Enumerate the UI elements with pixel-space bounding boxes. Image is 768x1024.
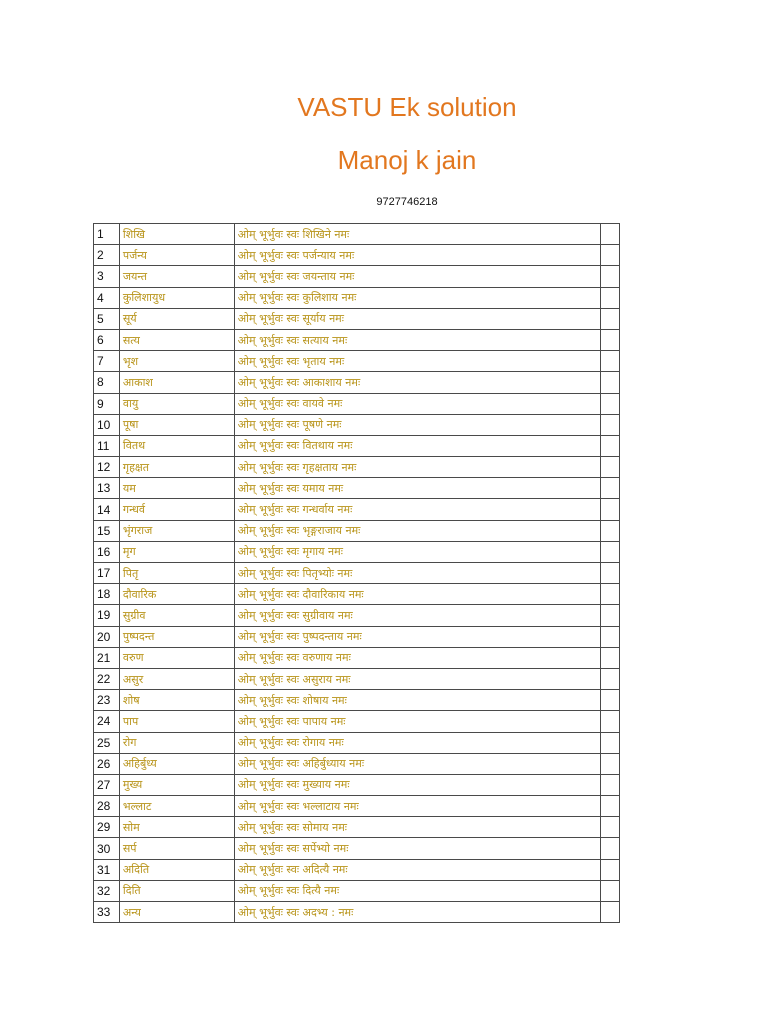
table-row	[94, 647, 620, 668]
mantra-text: ओम् भूर्भुवः स्वः दौवारिकाय नमः	[234, 584, 601, 605]
author-name: Manoj k jain	[337, 145, 477, 175]
deity-name: वरुण	[119, 647, 234, 668]
blank-cell	[601, 796, 620, 817]
deity-name: यम	[119, 478, 234, 499]
deity-name: पाप	[119, 711, 234, 732]
blank-cell	[601, 668, 620, 689]
mantra-text: ओम् भूर्भुवः स्वः भृङ्गराजाय नमः	[234, 520, 601, 541]
row-number: 4	[94, 287, 120, 308]
row-number: 12	[94, 457, 120, 478]
row-number: 30	[94, 838, 120, 859]
table-row	[94, 626, 620, 647]
deity-name: अन्य	[119, 902, 234, 923]
deity-name: गन्धर्व	[119, 499, 234, 520]
table-row	[94, 393, 620, 414]
mantra-text: ओम् भूर्भुवः स्वः मृगाय नमः	[234, 541, 601, 562]
deity-name: शोष	[119, 690, 234, 711]
blank-cell	[601, 457, 620, 478]
deity-name: सोम	[119, 817, 234, 838]
blank-cell	[601, 584, 620, 605]
deity-name: पितृ	[119, 563, 234, 584]
deity-name: गृहक्षत	[119, 457, 234, 478]
table-row	[94, 690, 620, 711]
table-row	[94, 605, 620, 626]
table-row	[94, 520, 620, 541]
deity-name: सूर्य	[119, 308, 234, 329]
mantra-text: ओम् भूर्भुवः स्वः अदित्यै नमः	[234, 859, 601, 880]
deity-name: आकाश	[119, 372, 234, 393]
deity-mantra-table	[93, 223, 620, 923]
row-number: 32	[94, 880, 120, 901]
blank-cell	[601, 563, 620, 584]
mantra-text: ओम् भूर्भुवः स्वः पापाय नमः	[234, 711, 601, 732]
table-row	[94, 796, 620, 817]
table-row	[94, 838, 620, 859]
table-row	[94, 351, 620, 372]
mantra-text: ओम् भूर्भुवः स्वः रोगाय नमः	[234, 732, 601, 753]
deity-name: रोग	[119, 732, 234, 753]
blank-cell	[601, 902, 620, 923]
blank-cell	[601, 245, 620, 266]
row-number: 16	[94, 541, 120, 562]
deity-name: सत्य	[119, 329, 234, 350]
blank-cell	[601, 859, 620, 880]
mantra-text: ओम् भूर्भुवः स्वः अदभ्य : नमः	[234, 902, 601, 923]
mantra-text: ओम् भूर्भुवः स्वः आकाशाय नमः	[234, 372, 601, 393]
row-number: 22	[94, 668, 120, 689]
blank-cell	[601, 605, 620, 626]
row-number: 26	[94, 753, 120, 774]
table-row	[94, 266, 620, 287]
deity-name: दिति	[119, 880, 234, 901]
blank-cell	[601, 711, 620, 732]
row-number: 18	[94, 584, 120, 605]
row-number: 23	[94, 690, 120, 711]
blank-cell	[601, 224, 620, 245]
table-row	[94, 668, 620, 689]
mantra-text: ओम् भूर्भुवः स्वः शिखिने नमः	[234, 224, 601, 245]
row-number: 6	[94, 329, 120, 350]
deity-name: जयन्त	[119, 266, 234, 287]
table-row	[94, 308, 620, 329]
row-number: 31	[94, 859, 120, 880]
mantra-text: ओम् भूर्भुवः स्वः सर्पेभ्यो नमः	[234, 838, 601, 859]
blank-cell	[601, 287, 620, 308]
row-number: 10	[94, 414, 120, 435]
row-number: 24	[94, 711, 120, 732]
blank-cell	[601, 753, 620, 774]
deity-name: भृश	[119, 351, 234, 372]
deity-name: पर्जन्य	[119, 245, 234, 266]
mantra-text: ओम् भूर्भुवः स्वः पुष्पदन्ताय नमः	[234, 626, 601, 647]
deity-name: वितथ	[119, 435, 234, 456]
table-body	[94, 224, 620, 923]
blank-cell	[601, 478, 620, 499]
table-row	[94, 245, 620, 266]
row-number: 27	[94, 774, 120, 795]
row-number: 19	[94, 605, 120, 626]
mantra-text: ओम् भूर्भुवः स्वः सत्याय नमः	[234, 329, 601, 350]
deity-name: अदिति	[119, 859, 234, 880]
blank-cell	[601, 541, 620, 562]
blank-cell	[601, 880, 620, 901]
row-number: 9	[94, 393, 120, 414]
table-row	[94, 584, 620, 605]
table-row	[94, 817, 620, 838]
blank-cell	[601, 393, 620, 414]
table-row	[94, 859, 620, 880]
row-number: 3	[94, 266, 120, 287]
mantra-text: ओम् भूर्भुवः स्वः भृताय नमः	[234, 351, 601, 372]
deity-name: सुग्रीव	[119, 605, 234, 626]
deity-name: भल्लाट	[119, 796, 234, 817]
row-number: 17	[94, 563, 120, 584]
document-title: VASTU Ek solution	[297, 92, 517, 122]
row-number: 20	[94, 626, 120, 647]
row-number: 25	[94, 732, 120, 753]
blank-cell	[601, 774, 620, 795]
blank-cell	[601, 372, 620, 393]
row-number: 28	[94, 796, 120, 817]
table-row	[94, 435, 620, 456]
table-row	[94, 753, 620, 774]
mantra-text: ओम् भूर्भुवः स्वः सुग्रीवाय नमः	[234, 605, 601, 626]
row-number: 11	[94, 435, 120, 456]
row-number: 2	[94, 245, 120, 266]
mantra-text: ओम् भूर्भुवः स्वः शोषाय नमः	[234, 690, 601, 711]
deity-name: पुष्पदन्त	[119, 626, 234, 647]
table-row	[94, 774, 620, 795]
deity-name: पूषा	[119, 414, 234, 435]
mantra-text: ओम् भूर्भुवः स्वः यमाय नमः	[234, 478, 601, 499]
mantra-text: ओम् भूर्भुवः स्वः मुख्याय नमः	[234, 774, 601, 795]
mantra-text: ओम् भूर्भुवः स्वः पर्जन्याय नमः	[234, 245, 601, 266]
row-number: 8	[94, 372, 120, 393]
row-number: 7	[94, 351, 120, 372]
mantra-text: ओम् भूर्भुवः स्वः असुराय नमः	[234, 668, 601, 689]
deity-name: दौवारिक	[119, 584, 234, 605]
deity-name: वायु	[119, 393, 234, 414]
mantra-text: ओम् भूर्भुवः स्वः वायवे नमः	[234, 393, 601, 414]
row-number: 1	[94, 224, 120, 245]
mantra-text: ओम् भूर्भुवः स्वः पितृभ्योः नमः	[234, 563, 601, 584]
row-number: 15	[94, 520, 120, 541]
row-number: 33	[94, 902, 120, 923]
table-row	[94, 732, 620, 753]
deity-name: शिखि	[119, 224, 234, 245]
mantra-text: ओम् भूर्भुवः स्वः वितथाय नमः	[234, 435, 601, 456]
table-row	[94, 499, 620, 520]
table-row	[94, 457, 620, 478]
mantra-text: ओम् भूर्भुवः स्वः वरुणाय नमः	[234, 647, 601, 668]
table-row	[94, 880, 620, 901]
blank-cell	[601, 329, 620, 350]
blank-cell	[601, 435, 620, 456]
mantra-text: ओम् भूर्भुवः स्वः सोमाय नमः	[234, 817, 601, 838]
blank-cell	[601, 266, 620, 287]
blank-cell	[601, 308, 620, 329]
mantra-text: ओम् भूर्भुवः स्वः जयन्ताय नमः	[234, 266, 601, 287]
mantra-text: ओम् भूर्भुवः स्वः अहिर्बुध्याय नमः	[234, 753, 601, 774]
deity-name: मृग	[119, 541, 234, 562]
blank-cell	[601, 732, 620, 753]
deity-name: कुलिशायुध	[119, 287, 234, 308]
table-row	[94, 329, 620, 350]
table-row	[94, 563, 620, 584]
mantra-text: ओम् भूर्भुवः स्वः गृहक्षताय नमः	[234, 457, 601, 478]
deity-name: सर्प	[119, 838, 234, 859]
blank-cell	[601, 414, 620, 435]
table-row	[94, 224, 620, 245]
phone-number: 9727746218	[376, 196, 438, 208]
table-row	[94, 902, 620, 923]
blank-cell	[601, 647, 620, 668]
row-number: 29	[94, 817, 120, 838]
table-row	[94, 478, 620, 499]
blank-cell	[601, 520, 620, 541]
blank-cell	[601, 351, 620, 372]
deity-name: अहिर्बुध्य	[119, 753, 234, 774]
blank-cell	[601, 626, 620, 647]
mantra-text: ओम् भूर्भुवः स्वः गन्धर्वाय नमः	[234, 499, 601, 520]
mantra-text: ओम् भूर्भुवः स्वः सूर्याय नमः	[234, 308, 601, 329]
row-number: 13	[94, 478, 120, 499]
table-row	[94, 287, 620, 308]
mantra-text: ओम् भूर्भुवः स्वः भल्लाटाय नमः	[234, 796, 601, 817]
blank-cell	[601, 690, 620, 711]
mantra-text: ओम् भूर्भुवः स्वः कुलिशाय नमः	[234, 287, 601, 308]
mantra-text: ओम् भूर्भुवः स्वः दित्यै नमः	[234, 880, 601, 901]
row-number: 14	[94, 499, 120, 520]
deity-name: मुख्य	[119, 774, 234, 795]
table-row	[94, 414, 620, 435]
table-row	[94, 372, 620, 393]
row-number: 5	[94, 308, 120, 329]
deity-name: असुर	[119, 668, 234, 689]
table-row	[94, 541, 620, 562]
deity-name: भृंगराज	[119, 520, 234, 541]
blank-cell	[601, 817, 620, 838]
row-number: 21	[94, 647, 120, 668]
mantra-text: ओम् भूर्भुवः स्वः पूषणे नमः	[234, 414, 601, 435]
table-row	[94, 711, 620, 732]
blank-cell	[601, 499, 620, 520]
blank-cell	[601, 838, 620, 859]
